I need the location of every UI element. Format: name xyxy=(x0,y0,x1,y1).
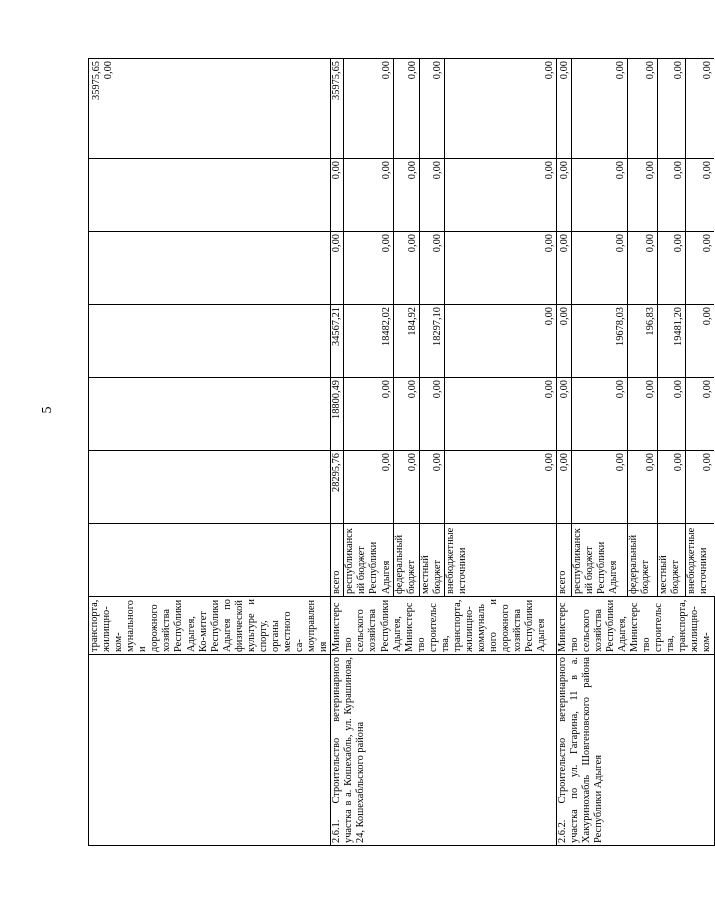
table-row xyxy=(331,59,344,846)
empty-cell xyxy=(89,524,331,597)
value-cell: 19678,03 xyxy=(571,305,627,378)
value-cell: 0,00 xyxy=(686,305,714,378)
value-cell: 0,00 xyxy=(686,59,714,159)
empty-cell xyxy=(89,232,331,305)
value-cell: 0,00 xyxy=(657,378,686,451)
source-cell: федеральный бюджет xyxy=(627,524,657,597)
item-name-cell: 2.6.2. Строительство ветеринарного участка по ул. Гагарина, 11 в а. Хакуринохабль Шовгеновского района Республики Адыгея xyxy=(556,655,714,846)
value-cell: 34567,21 xyxy=(331,305,344,378)
page-number: 5 xyxy=(40,406,55,414)
value-cell: 0,00 xyxy=(571,159,627,232)
total-value: 35975,65 xyxy=(91,61,102,100)
value-cell: 19481,20 xyxy=(657,305,686,378)
executor-cell: транспорта, жилищно-ком-мунального и дорожного хозяйства Республики Адыгея, Ко-митет Республики Адыгея по физической культуре и спорту, органы местного са-моуправления xyxy=(89,597,331,655)
value-cell: 0,00 xyxy=(627,59,657,159)
empty-cell xyxy=(89,305,331,378)
value-cell: 0,00 xyxy=(571,59,627,159)
item-executor-cell: Министерство сельского хозяйства Республики Адыгея, Министерство строительства, транспорта, жилищно-коммунального и дорожного хозяйства Республики Адыгея xyxy=(331,597,556,655)
value-cell: 18297,10 xyxy=(419,305,444,378)
value-cell: 0,00 xyxy=(627,451,657,524)
value-cell: 0,00 xyxy=(344,451,393,524)
value-cell: 0,00 xyxy=(657,232,686,305)
value-cell: 0,00 xyxy=(686,451,714,524)
value-cell: 0,00 xyxy=(393,451,419,524)
value-cell: 0,00 xyxy=(419,232,444,305)
source-cell: всего xyxy=(331,524,344,597)
value-cell: 0,00 xyxy=(393,159,419,232)
value-cell: 184,92 xyxy=(393,305,419,378)
value-cell: 0,00 xyxy=(571,451,627,524)
table-row xyxy=(556,59,571,846)
value-cell: 0,00 xyxy=(657,159,686,232)
value-cell: 0,00 xyxy=(571,232,627,305)
value-cell: 0,00 xyxy=(444,232,556,305)
source-cell: республиканский бюджет Республики Адыгея xyxy=(344,524,393,597)
value-cell: 0,00 xyxy=(556,378,571,451)
value-cell: 0,00 xyxy=(419,59,444,159)
value-cell: 0,00 xyxy=(444,451,556,524)
value-cell: 0,00 xyxy=(419,451,444,524)
value-cell: 0,00 xyxy=(444,159,556,232)
source-cell: внебюджетные источники xyxy=(686,524,714,597)
source-cell: республиканский бюджет Республики Адыгея xyxy=(571,524,627,597)
table-row xyxy=(89,59,331,846)
source-cell: местный бюджет xyxy=(419,524,444,597)
source-cell: местный бюджет xyxy=(657,524,686,597)
value-cell: 0,00 xyxy=(444,378,556,451)
value-cell: 0,00 xyxy=(686,232,714,305)
value-cell: 0,00 xyxy=(344,159,393,232)
empty-cell xyxy=(89,655,331,846)
republican-value: 0,00 xyxy=(103,61,115,80)
value-cell: 0,00 xyxy=(444,59,556,159)
value-cell: 0,00 xyxy=(627,159,657,232)
value-cell: 0,00 xyxy=(393,59,419,159)
value-cell: 0,00 xyxy=(627,378,657,451)
source-cell: федеральный бюджет xyxy=(393,524,419,597)
item-executor-cell: Министерство сельского хозяйства Республики Адыгея, Министерство строительства, транспорта, жилищно-ком- xyxy=(556,597,714,655)
value-cell: 0,00 xyxy=(331,232,344,305)
value-cell: 35975,65 xyxy=(331,59,344,159)
empty-cell xyxy=(89,159,331,232)
value-cell: 0,00 xyxy=(556,159,571,232)
rotated-table-container xyxy=(88,59,713,846)
value-cell: 0,00 xyxy=(571,378,627,451)
value-cell: 0,00 xyxy=(556,305,571,378)
value-cell: 0,00 xyxy=(686,378,714,451)
value-cell: 0,00 xyxy=(627,232,657,305)
program-finance-table xyxy=(88,58,715,846)
value-cell: 0,00 xyxy=(556,232,571,305)
empty-cell xyxy=(89,451,331,524)
value-cell: 0,00 xyxy=(419,378,444,451)
value-cell xyxy=(89,59,331,159)
value-cell: 0,00 xyxy=(556,59,571,159)
value-cell: 0,00 xyxy=(344,378,393,451)
value-cell: 0,00 xyxy=(686,159,714,232)
value-cell: 0,00 xyxy=(657,59,686,159)
value-cell: 0,00 xyxy=(344,59,393,159)
value-cell: 0,00 xyxy=(344,232,393,305)
value-cell: 0,00 xyxy=(393,232,419,305)
source-cell: внебюджетные источники xyxy=(444,524,556,597)
value-cell: 0,00 xyxy=(657,451,686,524)
item-name-cell: 2.6.1. Строительство ветеринарного участка в а. Кошехабль, ул. Курашинова, 24, Кошехабльского района xyxy=(331,655,556,846)
value-cell: 0,00 xyxy=(331,159,344,232)
value-cell: 0,00 xyxy=(444,305,556,378)
value-cell: 28295,76 xyxy=(331,451,344,524)
value-cell: 0,00 xyxy=(393,378,419,451)
source-cell: всего xyxy=(556,524,571,597)
value-cell: 18482,02 xyxy=(344,305,393,378)
empty-cell xyxy=(89,378,331,451)
value-cell: 18800,49 xyxy=(331,378,344,451)
value-cell: 0,00 xyxy=(419,159,444,232)
value-cell: 0,00 xyxy=(556,451,571,524)
value-cell: 196,83 xyxy=(627,305,657,378)
